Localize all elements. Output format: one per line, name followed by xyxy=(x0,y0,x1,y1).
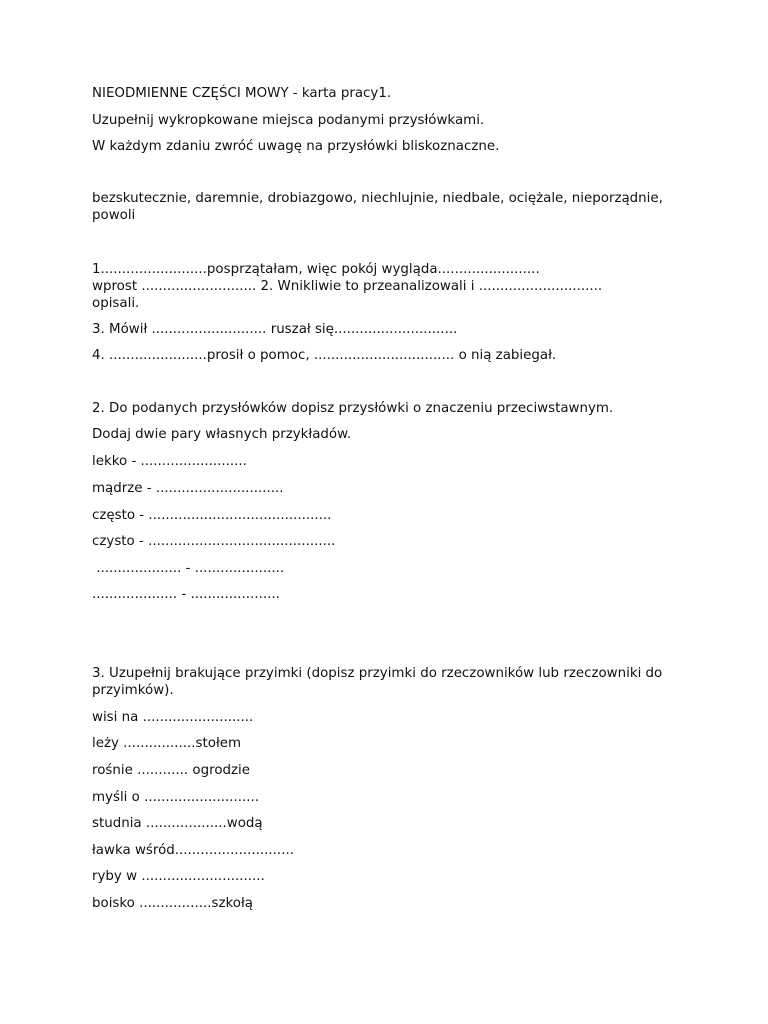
preposition-item: myśli o ........................... xyxy=(92,790,260,805)
preposition-item: boisko .................szkołą xyxy=(92,896,253,911)
antonym-pair: często - ........................................... xyxy=(92,508,332,523)
worksheet-title: NIEODMIENNE CZĘŚCI MOWY - karta pracy1. xyxy=(92,86,392,101)
task1-instruction: Uzupełnij wykropkowane miejsca podanymi przysłówkami. xyxy=(92,113,485,128)
task2-instruction: 2. Do podanych przysłówków dopisz przysłówki o znaczeniu przeciwstawnym. xyxy=(92,401,614,416)
preposition-item: ryby w ............................. xyxy=(92,869,265,884)
task3-instruction: 3. Uzupełnij brakujące przyimki (dopisz przyimki do rzeczowników lub rzeczowniki do przyimków). xyxy=(92,666,667,698)
antonym-pair: lekko - ......................... xyxy=(92,454,247,469)
preposition-item: wisi na .......................... xyxy=(92,710,254,725)
task1-sentence-3: 3. Mówił ........................... ruszał się............................. xyxy=(92,322,458,337)
task1-sentence-4: 4. .......................prosił o pomoc, ................................. o nią zabiegał. xyxy=(92,348,557,363)
antonym-pair: .................... - ..................... xyxy=(92,587,280,602)
antonym-pair: mądrze - .............................. xyxy=(92,481,284,496)
antonym-pair: czysto - ............................................ xyxy=(92,534,336,549)
preposition-item: ławka wśród............................ xyxy=(92,843,294,858)
preposition-item: studnia ...................wodą xyxy=(92,816,263,831)
task1-sentence-1-2: 1.........................posprzątałam, więc pokój wygląda........................ wprost ........................... 2. Wnikliwie to przeanalizowali i ............................. opisali. xyxy=(92,262,603,311)
word-bank: bezskutecznie, daremnie, drobiazgowo, niechlujnie, niedbale, ociężale, nieporządnie, powoli xyxy=(92,191,668,223)
preposition-item: leży .................stołem xyxy=(92,736,242,751)
task2-hint: Dodaj dwie pary własnych przykładów. xyxy=(92,427,352,442)
task1-hint: W każdym zdaniu zwróć uwagę na przysłówki bliskoznaczne. xyxy=(92,139,500,154)
antonym-pair: .................... - ..................... xyxy=(92,561,285,576)
preposition-item: rośnie ............ ogrodzie xyxy=(92,763,250,778)
